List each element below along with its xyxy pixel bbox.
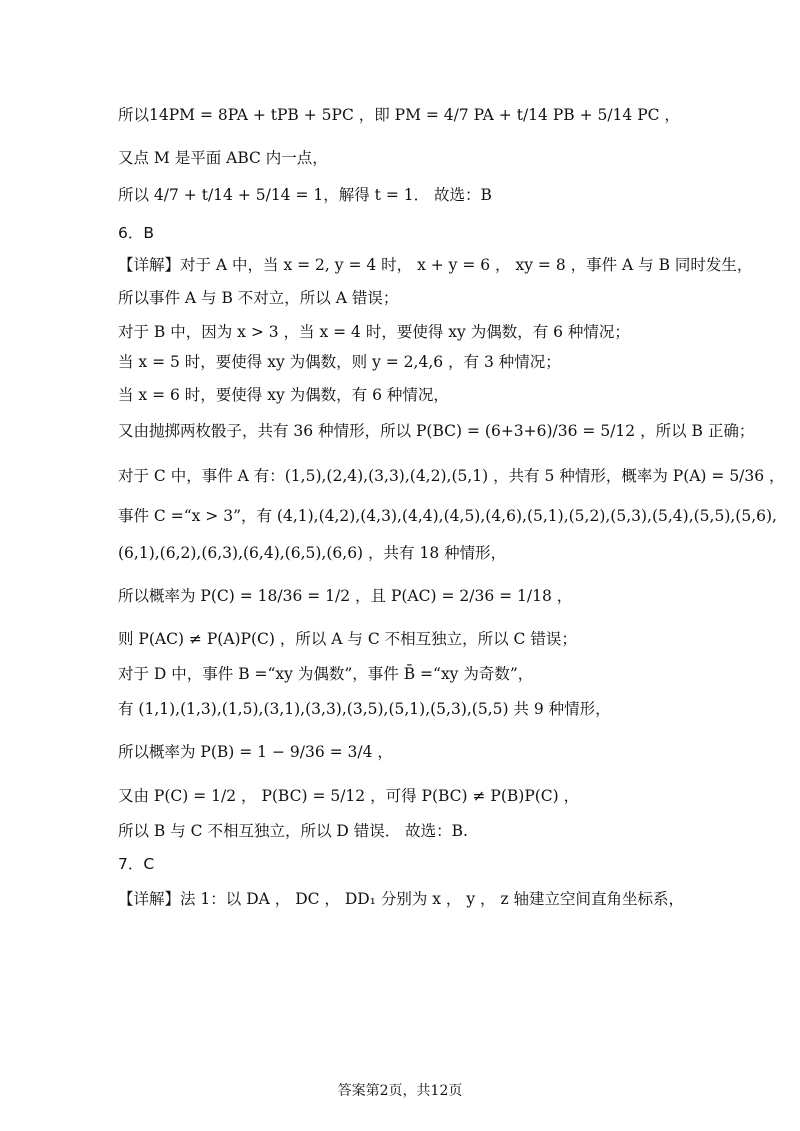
- text-line-7: 对于 B 中，因为 x > 3 ，当 x = 4 时，要使得 xy 为偶数，有 6 种情况；: [118, 323, 630, 341]
- text-line-11: 对于 C 中，事件 A 有：(1,5),(2,4),(3,3),(4,2),(5,1) ，共有 5 种情形，概率为 P(A) = 5/36 ，: [118, 467, 785, 485]
- text-line-12: 事件 C =“x > 3”，有 (4,1),(4,2),(4,3),(4,4),(4,5),(4,6),(5,1),(5,2),(5,3),(5,4),(5,5),(5,6),: [118, 507, 777, 525]
- text-line-5: 【详解】对于 A 中，当 x = 2, y = 4 时， x + y = 6 ， xy = 8 ，事件 A 与 B 同时发生，: [118, 256, 753, 274]
- text-line-2: 又点 M 是平面 ABC 内一点，: [118, 149, 328, 167]
- text-line-19: 又由 P(C) = 1/2 ， P(BC) = 5/12 ，可得 P(BC) ≠ P(B)P(C) ，: [118, 787, 580, 805]
- text-line-8: 当 x = 5 时，要使得 xy 为偶数，则 y = 2,4,6 ，有 3 种情况；: [118, 353, 561, 371]
- text-line-1: 所以14PM = 8PA + tPB + 5PC ，即 PM = 4/7 PA + t/14 PB + 5/14 PC ，: [118, 106, 680, 124]
- text-line-9: 当 x = 6 时，要使得 xy 为偶数，有 6 种情况，: [118, 386, 449, 404]
- text-line-17: 有 (1,1),(1,3),(1,5),(3,1),(3,3),(3,5),(5,1),(5,3),(5,5) 共 9 种情形，: [118, 700, 611, 718]
- text-line-18: 所以概率为 P(B) = 1 − 9/36 = 3/4 ，: [118, 743, 393, 761]
- text-line-16: 对于 D 中，事件 B =“xy 为偶数”，事件 B̄ =“xy 为奇数”，: [118, 665, 534, 683]
- page-footer: 答案第2页，共12页: [337, 1083, 463, 1099]
- question-number-7: 7．C: [118, 855, 155, 873]
- text-line-10: 又由抛掷两枚骰子，共有 36 种情形，所以 P(BC) = (6+3+6)/36 = 5/12 ，所以 B 正确；: [118, 422, 755, 440]
- text-line-6: 所以事件 A 与 B 不对立，所以 A 错误；: [118, 289, 399, 307]
- text-line-22: 【详解】法 1：以 DA ， DC ， DD₁ 分别为 x ， y ， z 轴建立空间直角坐标系，: [118, 890, 685, 908]
- text-line-15: 则 P(AC) ≠ P(A)P(C) ，所以 A 与 C 不相互独立，所以 C 错误；: [118, 630, 577, 648]
- text-line-3: 所以 4/7 + t/14 + 5/14 = 1，解得 t = 1． 故选：B: [118, 186, 492, 204]
- text-line-20: 所以 B 与 C 不相互独立，所以 D 错误． 故选：B.: [118, 822, 468, 840]
- text-line-14: 所以概率为 P(C) = 18/36 = 1/2 ，且 P(AC) = 2/36 = 1/18 ，: [118, 587, 573, 605]
- question-number-6: 6．B: [118, 224, 154, 242]
- text-line-13: (6,1),(6,2),(6,3),(6,4),(6,5),(6,6) ，共有 18 种情形，: [118, 544, 507, 562]
